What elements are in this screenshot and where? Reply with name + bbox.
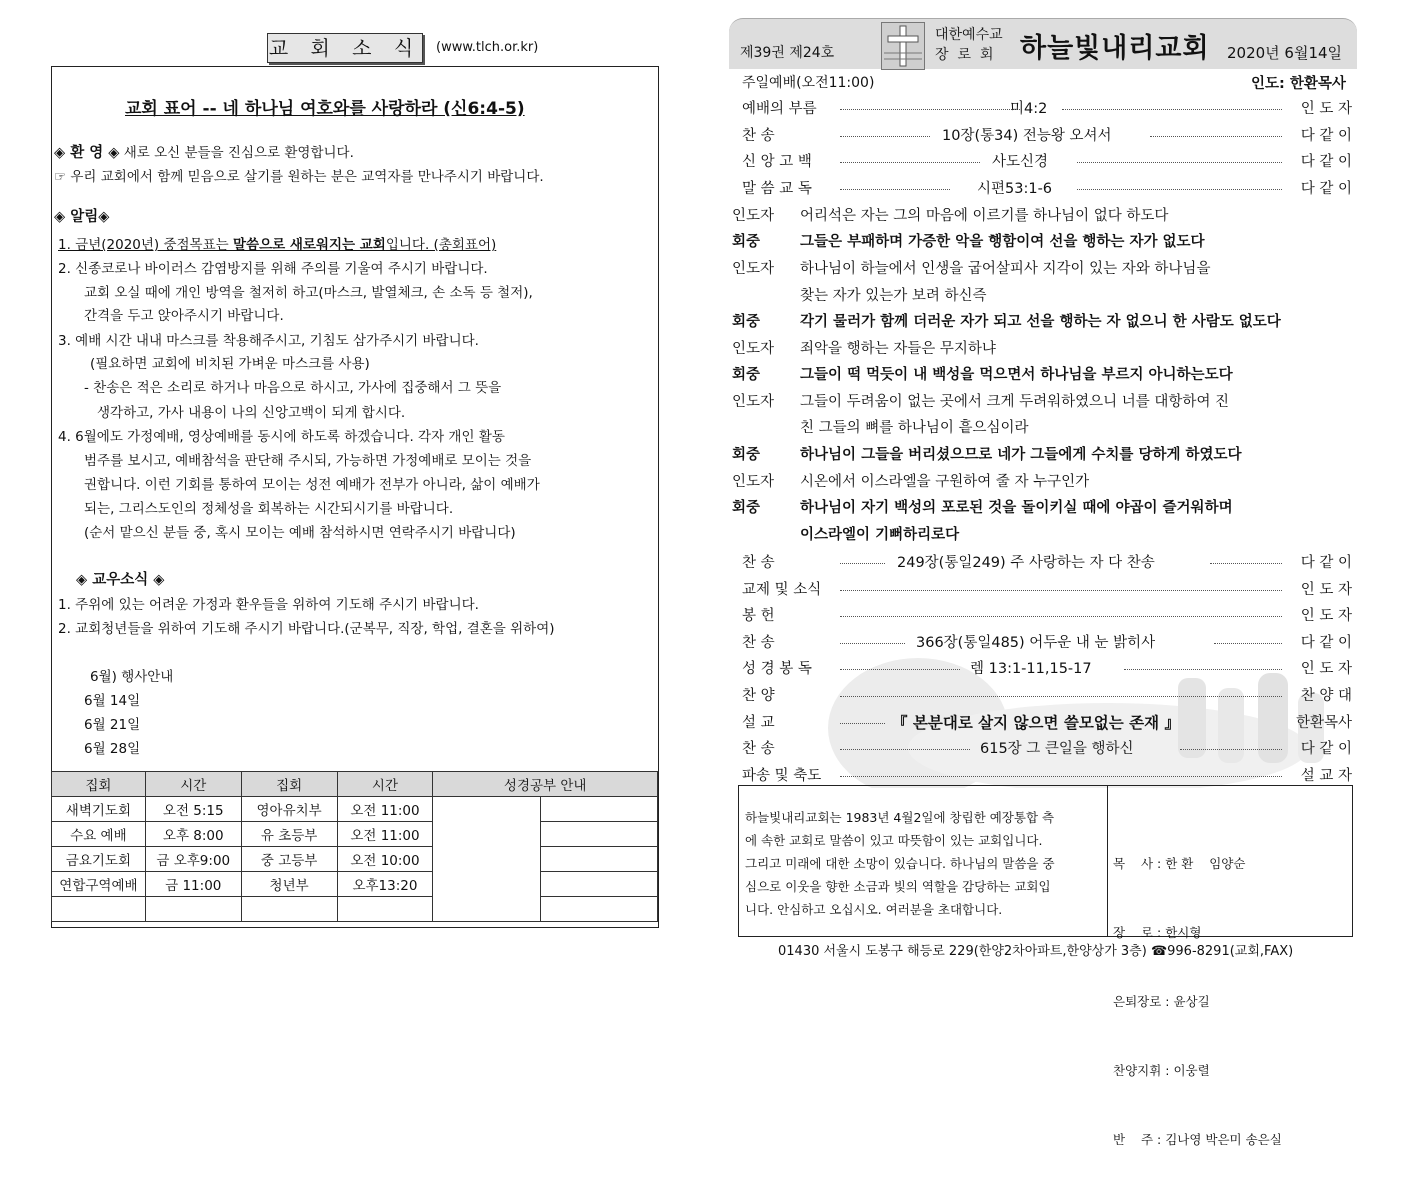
order-row [732,93,1352,119]
leader-dots [1210,563,1282,564]
table-cell: 유 초등부 [241,822,337,847]
table-cell: 금 11:00 [145,872,241,897]
table-row [52,872,658,897]
order-item: 설 교 [742,715,775,731]
leader-dots [840,723,885,724]
order-row [732,146,1352,172]
leader-dots [1062,109,1282,110]
order-role: 설 교 자 [1300,768,1352,784]
table-cell [337,897,433,922]
bible-study-cell [541,822,658,847]
bible-study-cell [541,872,658,897]
staff-line: 장 로 : 한시형 [1113,925,1202,940]
info-divider [1107,786,1108,936]
reading-speaker: 인도자 [732,474,775,490]
leader-dots [1077,162,1282,163]
bible-study-cell [541,797,658,822]
church-url[interactable]: (www.tlch.or.kr) [436,40,539,55]
table-cell: 오전 10:00 [337,847,433,872]
notice-3c: - 찬송은 적은 소리로 하거나 마음으로 하시고, 가사에 집중해서 그 뜻을 [84,380,502,396]
notice-1 [58,233,496,253]
order-role: 찬 양 대 [1300,688,1352,704]
table-cell [241,897,337,922]
order-item: 말 씀 교 독 [742,181,812,197]
table-cell: 오전 11:00 [337,822,433,847]
table-cell: 오후13:20 [337,872,433,897]
bulletin-date: 2020년 6월14일 [1227,44,1343,62]
notice-3b: (필요하면 교회에 비치된 가벼운 마스크를 사용) [90,356,370,372]
table-cell: 오전 11:00 [337,797,433,822]
leader-dots [840,136,930,137]
leader-dots [1214,643,1282,644]
reading-speaker: 인도자 [732,261,775,277]
order-role: 한환목사 [1295,715,1352,731]
order-row [732,733,1352,759]
event-item: 6월 14일 [84,693,141,709]
header-cell: 집회 [241,772,337,797]
notice-3d: 생각하고, 가사 내용이 나의 신앙고백이 되게 합시다. [97,405,406,421]
leader-dots [1124,669,1282,670]
church-motto: 교회 표어 -- 네 하나님 여호와를 사랑하라 (신6:4-5) [125,99,525,119]
notice-2a: 2. 신종코로나 바이러스 감염방지를 위해 주의를 기울여 주시기 바랍니다. [58,261,488,277]
order-item: 찬 양 [742,688,775,704]
table-cell: 새벽기도회 [52,797,146,822]
leader-dots [840,189,950,190]
service-leader: 인도: 한환목사 [1251,76,1346,92]
leader-dots [840,776,1282,777]
reading-speaker: 인도자 [732,208,775,224]
reading-speaker: 인도자 [732,341,775,357]
table-cell [52,897,146,922]
service-title: 주일예배(오전11:00) [742,75,875,91]
order-content: 249장(통일249) 주 사랑하는 자 다 찬송 [897,555,1155,571]
leader-dots [840,109,1020,110]
intro-line: 니다. 안심하고 오십시오. 여러분을 초대합니다. [745,902,1003,917]
order-content: 시편53:1-6 [977,181,1053,197]
order-item: 찬 송 [742,635,775,651]
order-item: 봉 헌 [742,608,775,624]
reading-text: 하나님이 하늘에서 인생을 굽어살피사 지각이 있는 자와 하나님을 [800,261,1211,277]
notice-3a: 3. 예배 시간 내내 마스크를 착용해주시고, 기침도 삼가주시기 바랍니다. [58,333,479,349]
reading-text: 각기 물러가 함께 더러운 자가 되고 선을 행하는 자 없으니 한 사람도 없도다 [800,314,1281,330]
order-row [732,653,1352,679]
order-content: 366장(통일485) 어두운 내 눈 밝히사 [916,635,1156,651]
order-item: 찬 송 [742,128,775,144]
bible-study-cell [541,847,658,872]
order-item: 예배의 부름 [742,101,817,117]
notice-2b: 교회 오실 때에 개인 방역을 철저히 하고(마스크, 발열체크, 손 소독 등 철저), [84,285,533,301]
notice-4e: (순서 맡으신 분들 중, 혹시 모이는 예배 참석하시면 연락주시기 바랍니다) [84,525,516,541]
reading-text: 친 그들의 뼈를 하나님이 흩으심이라 [800,420,1029,436]
reading-text: 그들이 떡 먹듯이 내 백성을 먹으면서 하나님을 부르지 아니하는도다 [800,367,1233,383]
table-cell: 중 고등부 [241,847,337,872]
order-role: 인 도 자 [1300,101,1352,117]
order-row [732,707,1352,733]
order-content: 10장(통34) 전능왕 오셔서 [942,128,1112,144]
notice-4d: 되는, 그리스도인의 정체성을 회복하는 시간되시기를 바랍니다. [84,501,454,517]
member-news-2: 2. 교회청년들을 위하여 기도해 주시기 바랍니다.(군복무, 직장, 학업, 결혼을 위하여) [58,621,555,637]
table-cell: 청년부 [241,872,337,897]
table-cell [145,897,241,922]
reading-text: 하나님이 그들을 버리셨으므로 네가 그들에게 수치를 당하게 하였도다 [800,447,1242,463]
staff-line: 찬양지휘 : 이웅렬 [1113,1063,1210,1078]
order-row [732,120,1352,146]
schedule-header-row [52,772,658,797]
welcome-text: 새로 오신 분들을 진심으로 환영합니다. [123,145,354,161]
denomination-line1: 대한예수교 [935,27,1003,43]
order-row [732,173,1352,199]
leader-dots [840,643,905,644]
leader-dots [1180,749,1282,750]
reading-speaker: 회중 [732,447,761,463]
reading-speaker: 회중 [732,500,761,516]
welcome-heading: ◈ 환 영 ◈ [54,145,120,161]
table-row [52,897,658,922]
table-cell: 수요 예배 [52,822,146,847]
reading-speaker: 회중 [732,314,761,330]
reading-text: 찾는 자가 있는가 보려 하신즉 [800,288,987,304]
order-item: 신 앙 고 백 [742,154,812,170]
order-role: 다 같 이 [1300,181,1352,197]
church-name: 하늘빛내리교회 [1020,33,1210,64]
reading-text: 이스라엘이 기뻐하리로다 [800,527,960,543]
staff-line: 목 사 : 한 환 임양순 [1113,856,1246,871]
reading-text: 하나님이 자기 백성의 포로된 것을 돌이키실 때에 야곱이 즐거워하며 [800,500,1233,516]
reading-speaker: 회중 [732,234,761,250]
notice-heading: ◈ 알림◈ [54,209,110,225]
denomination-line2: 장로회 [935,47,1003,63]
order-item: 파송 및 축도 [742,768,822,784]
table-cell: 영아유치부 [241,797,337,822]
sermon-title: 『 본분대로 살지 않으면 쓸모없는 존재 』 [892,714,1180,732]
order-row [732,600,1352,626]
order-content: 미4:2 [1010,101,1048,117]
cross-logo-icon [881,22,925,70]
order-item: 교제 및 소식 [742,582,822,598]
order-item: 성 경 봉 독 [742,661,812,677]
leader-dots [1150,136,1282,137]
order-role: 인 도 자 [1300,582,1352,598]
table-row [52,797,658,822]
leader-dots [840,749,970,750]
order-content: 렘 13:1-11,15-17 [970,661,1092,677]
order-role: 다 같 이 [1300,128,1352,144]
leader-dots [840,669,960,670]
notice-1-a: 1. 금년(2020년) 중점목표는 [58,237,233,253]
reading-text: 그들은 부패하며 가증한 악을 행함이여 선을 행하는 자가 없도다 [800,234,1205,250]
church-intro [745,806,1055,921]
order-row [732,627,1352,653]
header-cell: 성경공부 안내 [433,772,658,797]
welcome-line [54,141,354,162]
table-cell: 오전 5:15 [145,797,241,822]
reading-text: 죄악을 행하는 자들은 무지하냐 [800,341,996,357]
order-content: 615장 그 큰일을 행하신 [980,741,1134,757]
order-role: 인 도 자 [1300,661,1352,677]
leader-dots [840,696,1282,697]
bible-study-cell [541,897,658,922]
order-row [732,760,1352,786]
notice-2c: 간격을 두고 앉아주시기 바랍니다. [84,308,284,324]
intro-line: 에 속한 교회로 말씀이 있고 따뜻함이 있는 교회입니다. [745,833,1043,848]
reading-speaker: 인도자 [732,394,775,410]
order-item: 찬 송 [742,555,775,571]
notice-4a: 4. 6월에도 가정예배, 영상예배를 동시에 하도록 하겠습니다. 각자 개인 활동 [58,429,505,445]
church-address: 01430 서울시 도봉구 해등로 229(한양2차아파트,한양상가 3층) ☎996-8291(교회,FAX) [778,944,1294,959]
intro-line: 그리고 미래에 대한 소망이 있습니다. 하나님의 말씀을 중 [745,856,1055,871]
reading-text: 어리석은 자는 그의 마음에 이르기를 하나님이 없다 하도다 [800,208,1169,224]
reading-speaker: 회중 [732,367,761,383]
notice-1-b: 말씀으로 새로워지는 교회 [232,237,386,253]
order-role: 인 도 자 [1300,608,1352,624]
intro-line: 심으로 이웃을 향한 소금과 빛의 역할을 감당하는 교회입 [745,879,1051,894]
header-cell: 시간 [145,772,241,797]
notice-4c: 권합니다. 이런 기회를 통하여 모이는 성전 예배가 전부가 아니라, 삶이 예배가 [84,477,540,493]
leader-dots [840,162,980,163]
order-row [732,680,1352,706]
order-content: 사도신경 [992,154,1049,170]
bible-study-cell [433,797,541,922]
order-row [732,574,1352,600]
event-item: 6월 28일 [84,741,141,757]
order-role: 다 같 이 [1300,154,1352,170]
order-item: 찬 송 [742,741,775,757]
order-role: 다 같 이 [1300,741,1352,757]
notice-1-c: 입니다. (총회표어) [385,237,497,253]
order-role: 다 같 이 [1300,635,1352,651]
table-row [52,822,658,847]
member-news-1: 1. 주위에 있는 어려운 가정과 환우들을 위하여 기도해 주시기 바랍니다. [58,597,479,613]
event-item: 6월 21일 [84,717,141,733]
events-heading: 6월) 행사안내 [90,669,174,685]
order-row [732,547,1352,573]
staff-line: 은퇴장로 : 윤상길 [1113,994,1210,1009]
leader-dots [840,563,885,564]
volume-number: 제39권 제24호 [740,45,835,61]
leader-dots [1077,189,1282,190]
table-cell: 연합구역예배 [52,872,146,897]
header-cell: 집회 [52,772,146,797]
welcome-line-2: ☞ 우리 교회에서 함께 믿음으로 살기를 원하는 분은 교역자를 만나주시기 바랍니다. [54,169,544,185]
table-cell: 금 오후9:00 [145,847,241,872]
notice-4b: 범주를 보시고, 예배참석을 판단해 주시되, 가능하면 가정예배로 모이는 것을 [84,453,532,469]
order-role: 다 같 이 [1300,555,1352,571]
leader-dots [840,616,1282,617]
news-title: 교 회 소 식 [267,33,423,63]
staff-list [1113,806,1282,1197]
table-cell: 금요기도회 [52,847,146,872]
member-news-heading: ◈ 교우소식 ◈ [76,572,165,588]
schedule-table [51,771,658,922]
header-cell: 시간 [337,772,433,797]
staff-line: 반 주 : 김나영 박은미 송은실 [1113,1132,1282,1147]
table-cell: 오후 8:00 [145,822,241,847]
reading-text: 그들이 두려움이 없는 곳에서 크게 두려워하였으니 너를 대항하여 진 [800,394,1230,410]
leader-dots [840,590,1282,591]
reading-text: 시온에서 이스라엘을 구원하여 줄 자 누구인가 [800,474,1090,490]
intro-line: 하늘빛내리교회는 1983년 4월2일에 창립한 예장통합 측 [745,810,1055,825]
table-row [52,847,658,872]
